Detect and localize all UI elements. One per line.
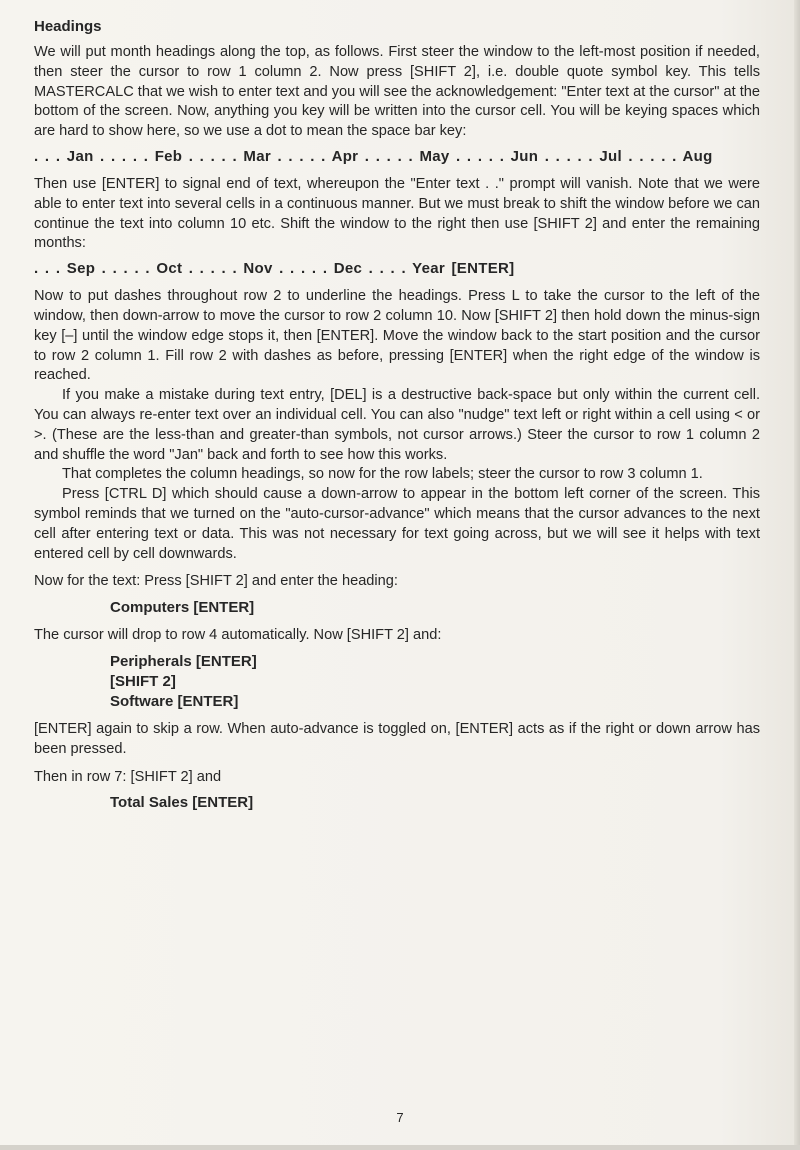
command-shift-2: [SHIFT 2] — [110, 672, 176, 690]
paragraph-cursor-drop: The cursor will drop to row 4 automatically. Now [SHIFT 2] and: — [34, 627, 442, 644]
page-edge-bottom — [0, 1145, 800, 1150]
command-total-sales: Total Sales [ENTER] — [110, 794, 254, 812]
command-computers: Computers [ENTER] — [110, 599, 255, 617]
command-peripherals: Peripherals [ENTER] — [110, 652, 257, 670]
paragraph-skip-row: [ENTER] again to skip a row. When auto-advance is toggled on, [ENTER] acts as if the right or down arrow has been pressed. — [34, 720, 760, 757]
paragraph-mistakes: If you make a mistake during text entry, [DEL] is a destructive back-space but only within the current cell. You can always re-enter text over an individual cell. You can also "nudge" text left or right within a cell using < or >. (These are the less-than and greater-than symbols, not cursor arrows.) Steer the cursor to row 1 column 2 and shuffle the word "Jan" back and forth to see how this works. — [34, 387, 760, 463]
paragraph-month-headings: We will put month headings along the top, as follows. First steer the window to the left-most position if needed, then steer the cursor to row 1 column 2. Now press [SHIFT 2], i.e. double quote symbol key. This tells MASTERCALC that we wish to enter text and you will see the acknowledgement: "Enter text at the cursor" at the bottom of the screen. Now, anything you key will be written into the cursor cell. You will be keying spaces which are hard to show here, so we use a dot to mean the space bar key: — [34, 44, 760, 140]
section-heading: Headings — [34, 18, 102, 35]
paragraph-row-7: Then in row 7: [SHIFT 2] and — [34, 768, 222, 785]
command-software: Software [ENTER] — [110, 692, 239, 710]
paragraph-now-for-text: Now for the text: Press [SHIFT 2] and enter the heading: — [34, 573, 398, 590]
paragraph-dashes: Now to put dashes throughout row 2 to underline the headings. Press L to take the cursor to the left of the window, then down-arrow to move the cursor to row 2 column 10. Now [SHIFT 2] then hold down the minus-sign key [–] until the window edge stops it, then [ENTER]. Move the window back to the start position and the cursor to row 2 column 1. Fill row 2 with dashes as before, pressing [ENTER] when the right edge of the window is reached. — [34, 288, 760, 384]
page-number: 7 — [396, 1110, 404, 1125]
page-edge-right — [794, 0, 800, 1150]
command-block-peripherals — [110, 652, 760, 712]
paragraph-ctrl-d: Press [CTRL D] which should cause a down-arrow to appear in the bottom left corner of the screen. This symbol reminds that we turned on the "auto-cursor-advance" which means that the cursor advances to the next cell after entering text or data. This was not necessary for text going across, but we will see it helps with text entered cell by cell downwards. — [34, 486, 760, 562]
paragraph-enter-signal: Then use [ENTER] to signal end of text, whereupon the "Enter text . ." prompt will vanish. Note that we were able to enter text into several cells in a continuous manner. But we must break to shift the window before we can continue the text into column 10 etc. Shift the window to the right then use [SHIFT 2] and enter the remaining months: — [34, 175, 760, 252]
key-sequence-jan-aug: . . . Jan . . . . . Feb . . . . . Mar . . . . . Apr . . . . . May . . . . . Jun . . . . . Jul . . . . . Aug — [34, 147, 713, 165]
key-sequence-sep-year: . . . Sep . . . . . Oct . . . . . Nov . . . . . Dec . . . . Year [ENTER] — [34, 260, 515, 278]
paragraph-column-headings-done: That completes the column headings, so now for the row labels; steer the cursor to row 3 column 1. — [62, 466, 703, 483]
